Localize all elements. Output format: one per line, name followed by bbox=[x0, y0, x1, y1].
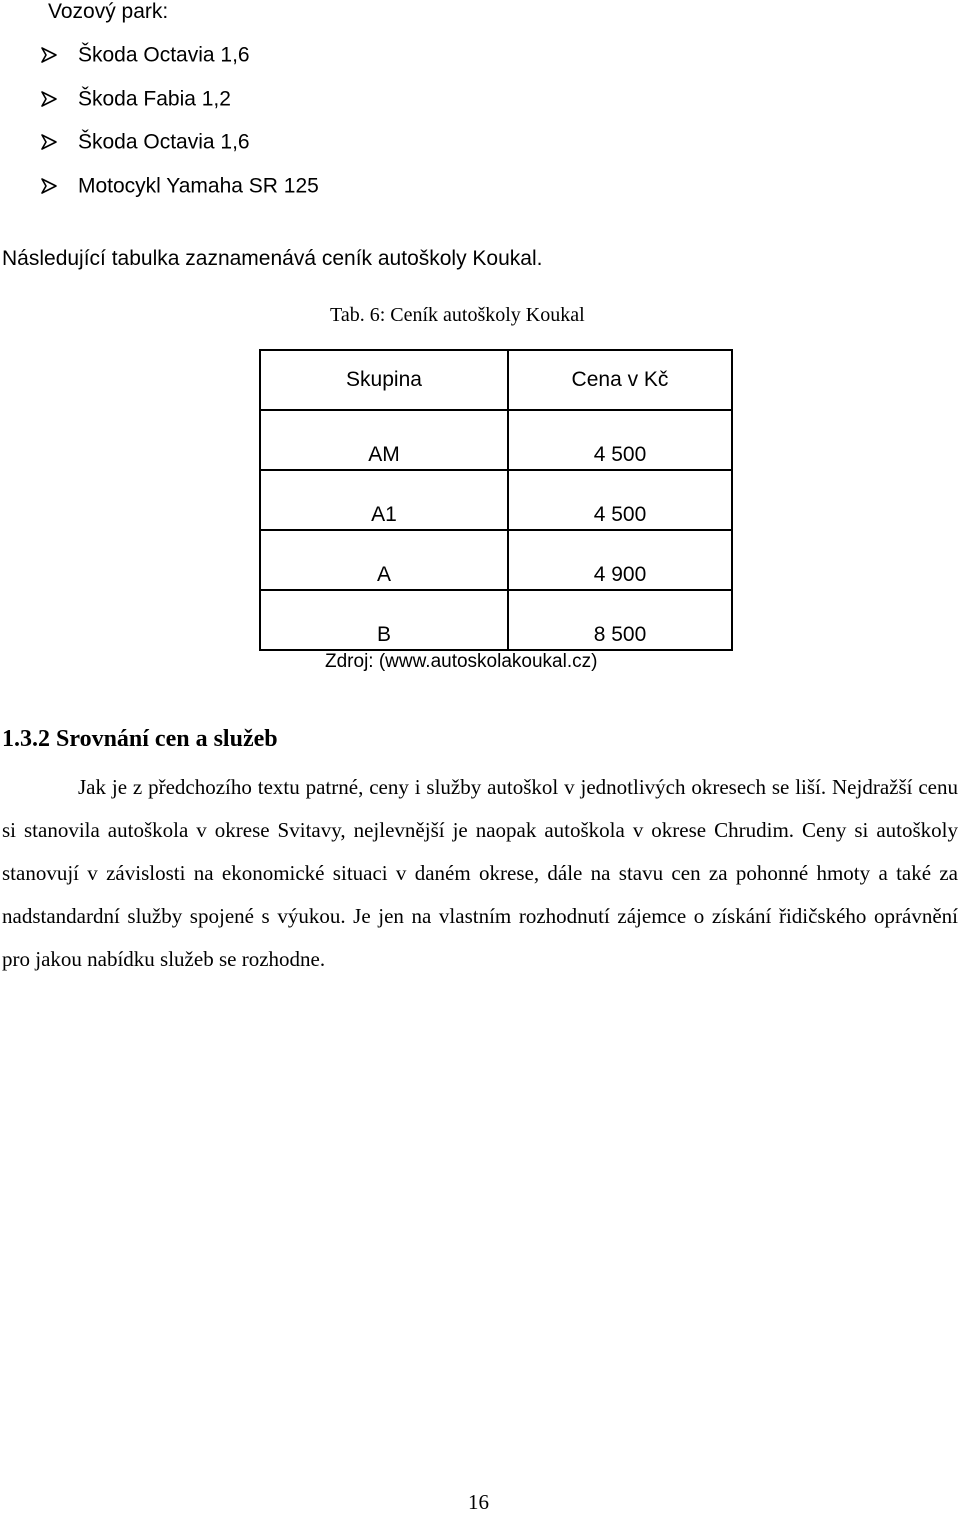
fleet-item-label: Motocykl Yamaha SR 125 bbox=[78, 174, 319, 198]
page-number: 16 bbox=[468, 1490, 489, 1514]
section-heading: 1.3.2 Srovnání cen a služeb bbox=[2, 726, 278, 752]
section-paragraph: Jak je z předchozího textu patrné, ceny i služby autoškol v jednotlivých okresech se liší. Nejdražší cenu si stanovila autoškola v okrese Svitavy, nejlevnější je naopak autoškola v okrese Chrudim. Ceny si autoškoly stanovují v závislosti na ekonomické situaci v daném okrese, dále na stavu cen za pohonné hmoty a také za nadstandardní služby spojené s výukou. Je jen na vlastním rozhodnutí zájemce o získání řidičského oprávnění pro jakou nabídku služeb se rozhodne. bbox=[2, 775, 958, 971]
fleet-item-label: Škoda Octavia 1,6 bbox=[78, 43, 250, 67]
table-cell-group: B bbox=[260, 590, 508, 650]
fleet-list-item bbox=[40, 87, 231, 111]
fleet-intro: Vozový park: bbox=[48, 0, 169, 23]
table-lead-sentence: Následující tabulka zaznamenává ceník autoškoly Koukal. bbox=[2, 247, 543, 270]
fleet-list-item bbox=[40, 130, 250, 154]
table-cell-price: 4 500 bbox=[508, 470, 732, 530]
table-cell-group: AM bbox=[260, 410, 508, 470]
table-cell-group: A1 bbox=[260, 470, 508, 530]
column-header-price: Cena v Kč bbox=[508, 350, 732, 410]
price-table bbox=[259, 349, 733, 651]
arrow-bullet-icon bbox=[40, 46, 78, 64]
column-header-group: Skupina bbox=[260, 350, 508, 410]
arrow-bullet-icon bbox=[40, 90, 78, 108]
fleet-list-item bbox=[40, 43, 250, 67]
table-row bbox=[260, 410, 732, 470]
table-cell-price: 4 500 bbox=[508, 410, 732, 470]
table-caption: Tab. 6: Ceník autoškoly Koukal bbox=[330, 304, 585, 326]
table-row bbox=[260, 590, 732, 650]
table-row bbox=[260, 470, 732, 530]
table-cell-price: 4 900 bbox=[508, 530, 732, 590]
fleet-list-item bbox=[40, 174, 319, 198]
table-header-row bbox=[260, 350, 732, 410]
arrow-bullet-icon bbox=[40, 177, 78, 195]
fleet-item-label: Škoda Octavia 1,6 bbox=[78, 130, 250, 154]
table-source-note: Zdroj: (www.autoskolakoukal.cz) bbox=[325, 651, 598, 672]
fleet-item-label: Škoda Fabia 1,2 bbox=[78, 87, 231, 111]
table-row bbox=[260, 530, 732, 590]
table-cell-group: A bbox=[260, 530, 508, 590]
arrow-bullet-icon bbox=[40, 133, 78, 151]
table-cell-price: 8 500 bbox=[508, 590, 732, 650]
